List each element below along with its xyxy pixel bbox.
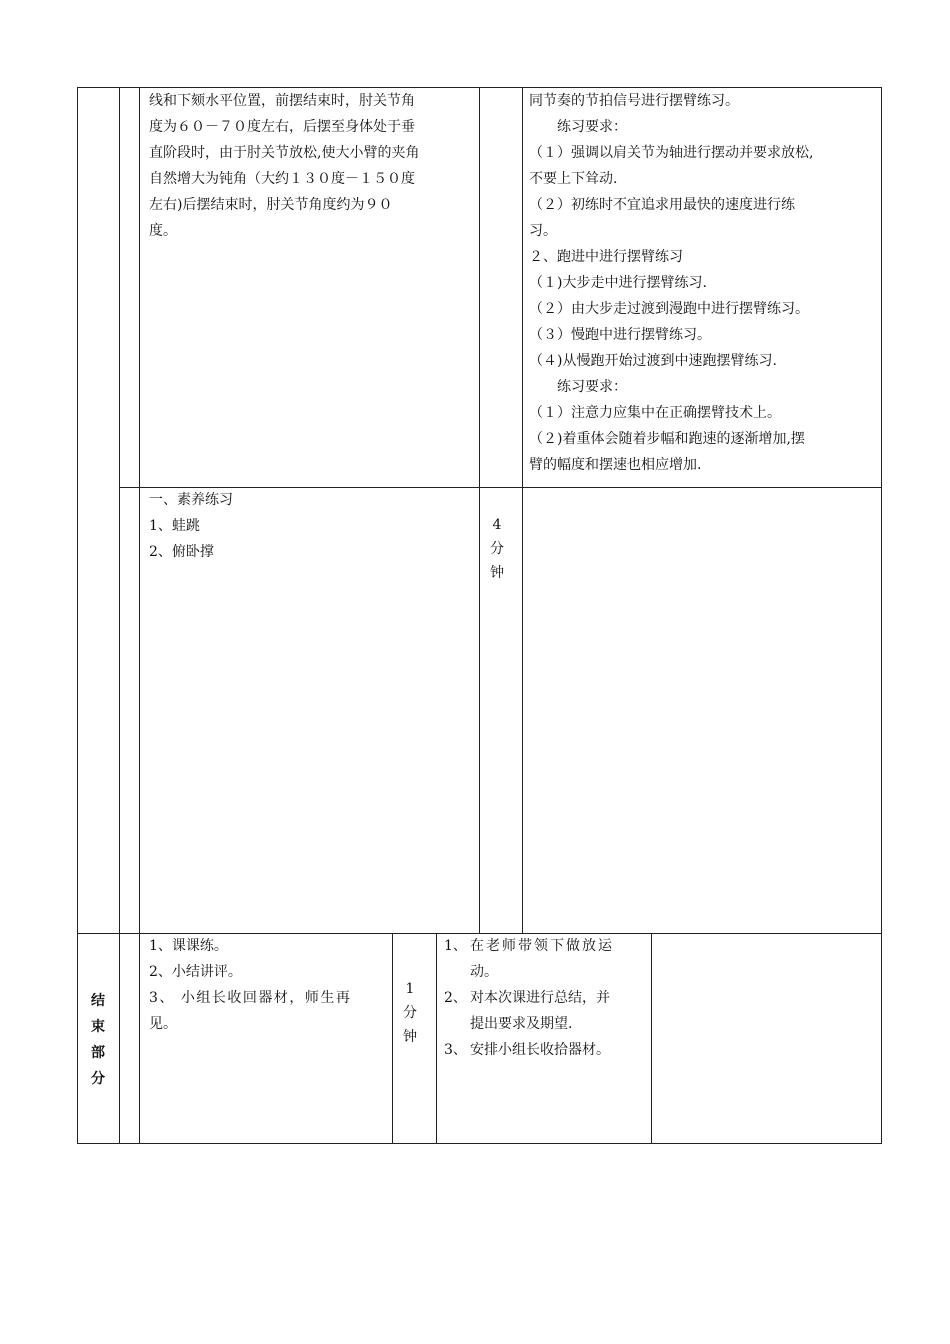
time-char: 钟 [490, 565, 504, 581]
arm-swing-practice-text [529, 88, 879, 478]
text-line: 自然增大为钝角（大约１３０度－１５０度 [149, 171, 415, 187]
arm-swing-technique-text [149, 88, 474, 244]
table-border-left [77, 87, 78, 1144]
fitness-practice-list [149, 487, 474, 565]
column-divider-time-end [392, 933, 393, 1144]
time-char: 1 [405, 981, 415, 997]
column-divider-time-upper [479, 87, 480, 933]
text-line: 直阶段时，由于肘关节放松,使大小臂的夹角 [149, 145, 420, 161]
text-line: （１）注意力应集中在正确摆臂技术上。 [529, 405, 781, 421]
label-char: 分 [91, 1071, 105, 1087]
text-line: （１)大步走中进行摆臂练习. [529, 275, 707, 291]
method-number: 2、 [444, 990, 467, 1006]
list-item: 2、小结讲评。 [149, 964, 242, 980]
column-divider-method-upper [522, 87, 523, 933]
method-item [444, 985, 649, 1037]
column-divider-method-end [436, 933, 437, 1144]
text-line: 左右)后摆结束时，肘关节角度约为９０ [149, 197, 393, 213]
column-divider-2 [139, 87, 140, 1144]
text-line: （２）初练时不宜追求用最快的速度进行练 [529, 197, 795, 213]
method-item [444, 933, 649, 985]
time-char: 4 [492, 517, 502, 533]
text-line: （３）慢跑中进行摆臂练习。 [529, 327, 711, 343]
time-char: 钟 [403, 1029, 417, 1045]
text-line: （２）由大步走过渡到漫跑中进行摆臂练习。 [529, 301, 809, 317]
table-border-bottom [77, 1143, 882, 1144]
method-text: 安排小组长收拾器材。 [470, 1042, 610, 1058]
method-item [444, 1037, 649, 1063]
text-line: 习。 [529, 223, 557, 239]
time-char: 分 [403, 1005, 417, 1021]
text-line: （１）强调以肩关节为轴进行摆动并要求放松, [529, 145, 814, 161]
label-char: 束 [91, 1019, 105, 1035]
text-line: 不要上下耸动. [529, 171, 618, 187]
end-section-label [89, 988, 107, 1092]
label-char: 部 [91, 1045, 105, 1061]
section-heading: 一、素养练习 [149, 492, 233, 508]
text-line: 度。 [149, 223, 177, 239]
text-line: （２)着重体会随着步幅和跑速的逐渐增加,摆 [529, 431, 805, 447]
text-line: 练习要求： [557, 119, 627, 135]
end-time-label [401, 977, 419, 1049]
method-number: 3、 [444, 1042, 467, 1058]
text-line: 线和下颏水平位置，前摆结束时，肘关节角 [149, 93, 415, 109]
method-text: 提出要求及期望. [470, 1016, 573, 1032]
text-line: （４)从慢跑开始过渡到中速跑摆臂练习. [529, 353, 777, 369]
method-text: 在老师带领下做放运 [470, 938, 614, 954]
text-line: 同节奏的节拍信号进行摆臂练习。 [529, 93, 739, 109]
text-line: 度为６０－７０度左右，后摆至身体处于垂 [149, 119, 415, 135]
text-line: 臂的幅度和摆速也相应增加. [529, 457, 702, 473]
label-char: 结 [91, 993, 105, 1009]
text-line: 练习要求： [557, 379, 627, 395]
column-divider-1 [119, 87, 120, 1144]
list-item: 1、课课练。 [149, 938, 228, 954]
teacher-methods-list [444, 933, 649, 1063]
method-number: 1、 [444, 938, 467, 954]
time-char: 分 [490, 541, 504, 557]
column-divider-extra-end [651, 933, 652, 1144]
list-item: 见。 [149, 1016, 177, 1032]
list-item: 3、 小组长收回器材，师生再 [149, 990, 352, 1006]
text-line: ２、跑进中进行摆臂练习 [529, 249, 683, 265]
table-border-right [881, 87, 882, 1144]
list-item: 1、蛙跳 [149, 518, 200, 534]
method-text: 动。 [470, 964, 498, 980]
list-item: 2、俯卧撑 [149, 544, 214, 560]
middle-time-label [488, 513, 506, 585]
end-section-content [149, 933, 389, 1037]
method-text: 对本次课进行总结，并 [470, 990, 610, 1006]
